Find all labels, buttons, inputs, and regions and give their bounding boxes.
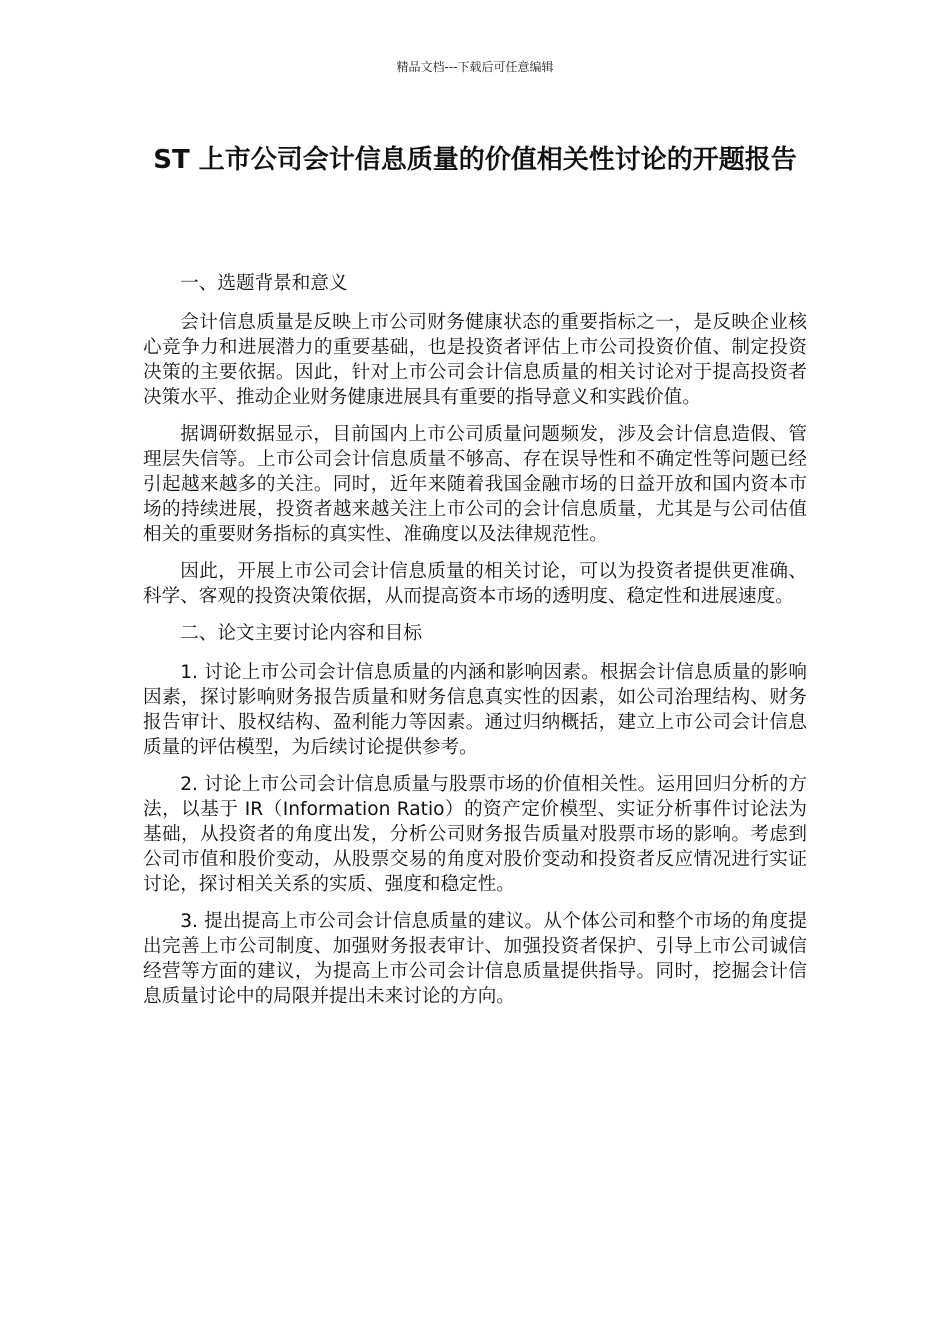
section-heading-content-goals: 二、论文主要讨论内容和目标 xyxy=(180,623,422,644)
paragraph-goal-1: 1. 讨论上市公司会计信息质量的内涵和影响因素。根据会计信息质量的影响因素，探讨影响财务报告质量和财务信息真实性的因素，如公司治理结构、财务报告审计、股权结构、盈利能力等因素。通过归纳概括，建立上市公司会计信息质量的评估模型，为后续讨论提供参考。 xyxy=(143,662,807,758)
section-heading-background: 一、选题背景和意义 xyxy=(180,273,348,294)
document-title: ST 上市公司会计信息质量的价值相关性讨论的开题报告 xyxy=(153,145,797,175)
paragraph-background-2: 据调研数据显示，目前国内上市公司质量问题频发，涉及会计信息造假、管理层失信等。上市公司会计信息质量不够高、存在误导性和不确定性等问题已经引起越来越多的关注。同时，近年来随着我国金融市场的日益开放和国内资本市场的持续进展，投资者越来越关注上市公司的会计信息质量，尤其是与公司估值相关的重要财务指标的真实性、准确度以及法律规范性。 xyxy=(143,424,807,545)
paragraph-background-1: 会计信息质量是反映上市公司财务健康状态的重要指标之一，是反映企业核心竞争力和进展潜力的重要基础，也是投资者评估上市公司投资价值、制定投资决策的主要依据。因此，针对上市公司会计信息质量的相关讨论对于提高投资者决策水平、推动企业财务健康进展具有重要的指导意义和实践价值。 xyxy=(143,312,807,408)
paragraph-goal-3: 3. 提出提高上市公司会计信息质量的建议。从个体公司和整个市场的角度提出完善上市公司制度、加强财务报表审计、加强投资者保护、引导上市公司诚信经营等方面的建议，为提高上市公司会计信息质量提供指导。同时，挖掘会计信息质量讨论中的局限并提出未来讨论的方向。 xyxy=(143,911,807,1007)
document-body xyxy=(143,271,807,1021)
paragraph-background-3: 因此，开展上市公司会计信息质量的相关讨论，可以为投资者提供更准确、科学、客观的投资决策依据，从而提高资本市场的透明度、稳定性和进展速度。 xyxy=(143,561,807,607)
header-note: 精品文档---下载后可任意编辑 xyxy=(396,60,554,74)
paragraph-goal-2: 2. 讨论上市公司会计信息质量与股票市场的价值相关性。运用回归分析的方法，以基于 IR（Information Ratio）的资产定价模型、实证分析事件讨论法为基础，从投资者的角度出发，分析公司财务报告质量对股票市场的影响。考虑到公司市值和股价变动，从股票交易的角度对股价变动和投资者反应情况进行实证讨论，探讨相关关系的实质、强度和稳定性。 xyxy=(143,774,807,895)
